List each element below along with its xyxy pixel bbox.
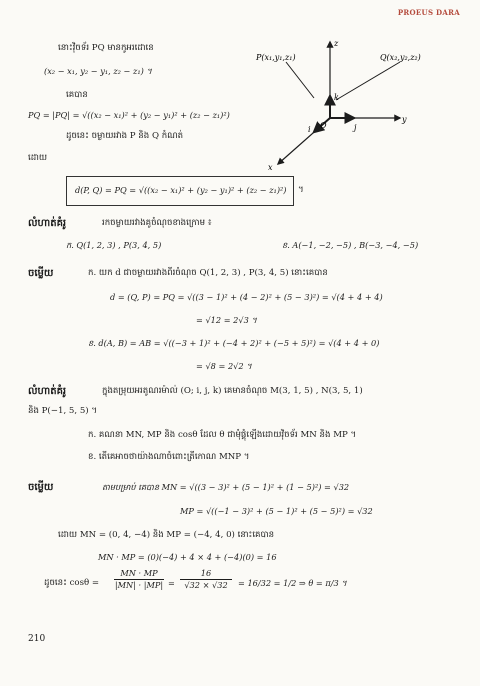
exercise1-title: លំហាត់គំរូ [28,218,67,229]
exercise2-item-a: ក. គណនា MN, MP និង cosθ ដែល θ ជាមុំផ្គុំឡើងដោយវ៉ិចទ័រ MN និង MP ។ [88,430,357,440]
answer1-calc-a2: = √12 = 2√3 ។ [196,315,257,325]
exercise2-prompt2: និង P(−1, 5, 5) ។ [28,406,98,416]
axis-x-label: x [268,163,273,172]
exercise1-item-b: ខ. A(−1, −2, −5) , B(−3, −4, −5) [282,240,419,250]
vector-j-label: j [354,123,357,132]
point-q-label: Q(x₂,y₂,z₂) [380,53,421,62]
page-number: 210 [28,634,46,644]
answer2-line5-tail: = 16/32 = 1/2 ⇒ θ = π/3 ។ [238,578,347,588]
answer2-title: ចម្លើយ [28,482,54,493]
boxed-formula-frame [66,176,294,206]
answer2-line3: ដោយ MN = (0, 4, −4) និង MP = (−4, 4, 0) នោះគេបាន [58,530,275,540]
fraction-equals: = [168,578,175,588]
answer2-line4: MN · MP = (0)(−4) + 4 × 4 + (−4)(0) = 16 [98,552,277,562]
fraction-2-numerator: 16 [180,568,232,580]
fraction-1-numerator: MN · MP [114,568,164,580]
exercise1-prompt: រកចម្ងាយរវាងគូចំណុចខាងក្រោម ៖ [102,218,212,228]
axis-y-label: y [402,115,407,124]
vector-i-label: i [308,125,311,134]
answer1-calc-a1: d = (Q, P) = PQ = √((3 − 1)² + (4 − 2)² + (5 − 3)²) = √(4 + 4 + 4) [110,292,383,302]
exercise2-item-b: ខ. តើគេអាចថាយ៉ាងណាចំពោះត្រីកោណ MNP ។ [88,452,250,462]
origin-label: O [320,121,327,130]
fraction-1-denominator: |MN| · |MP| [114,580,164,590]
header-brand: PROEUS DARA [397,8,460,17]
answer2-fraction-2 [180,568,232,590]
answer1-title: ចម្លើយ [28,268,54,279]
intro-pq-formula: PQ = |PQ| = √((x₂ − x₁)² + (y₂ − y₁)² + (z₂ − z₁)²) [28,110,230,120]
answer1-calc-b1: ខ. d(A, B) = AB = √((−3 + 1)² + (−4 + 2)² + (−5 + 5)²) = √(4 + 4 + 0) [88,338,380,348]
intro-coords: (x₂ − x₁, y₂ − y₁, z₂ − z₁) ។ [44,66,152,76]
segment-p-o [286,62,314,98]
answer2-fraction-1 [114,568,164,590]
answer2-line2: MP = √((−1 − 3)² + (5 − 1)² + (5 − 5)²) = √32 [180,506,373,516]
intro-by: ដោយ [28,153,48,163]
intro-line1: នោះវ៉ិចទ័រ PQ មានកូអរដោនេ [58,43,154,53]
point-p-label: P(x₁,y₁,z₁) [256,53,296,62]
boxed-end-mark: ។ [298,185,304,195]
answer1-line-a: ក. យក d ជាចម្ងាយរវាងពីរចំណុច Q(1, 2, 3) , P(3, 4, 5) នោះគេបាន [88,268,328,278]
intro-yields: គេបាន [66,90,88,100]
axis-diagram [250,36,460,176]
intro-conclusion: ដូចនេះ ចម្ងាយរវាង P និង Q កំណត់ [66,131,184,141]
axis-z-label: z [334,39,339,48]
exercise2-prompt: ក្នុងតម្រុយអរតូណរម៉ាល់ (O; i, j, k) គេមានចំណុច M(3, 1, 5) , N(3, 5, 1) [102,386,363,396]
answer2-line1: តាមបម្រាប់ គេបាន MN = √((3 − 3)² + (5 − 1)² + (1 − 5)²) = √32 [102,482,350,492]
fraction-2-denominator: √32 × √32 [184,580,228,590]
vector-k-label: k [334,93,339,102]
segment-q-o [336,62,400,100]
answer1-calc-b2: = √8 = 2√2 ។ [196,361,252,371]
exercise1-item-a: ក. Q(1, 2, 3) , P(3, 4, 5) [66,240,162,250]
answer2-line5-prefix: ដូចនេះ cosθ = [44,578,100,588]
boxed-formula: d(P, Q) = PQ = √((x₂ − x₁)² + (y₂ − y₁)² + (z₂ − z₁)²) [75,185,287,195]
exercise2-title: លំហាត់គំរូ [28,386,67,397]
